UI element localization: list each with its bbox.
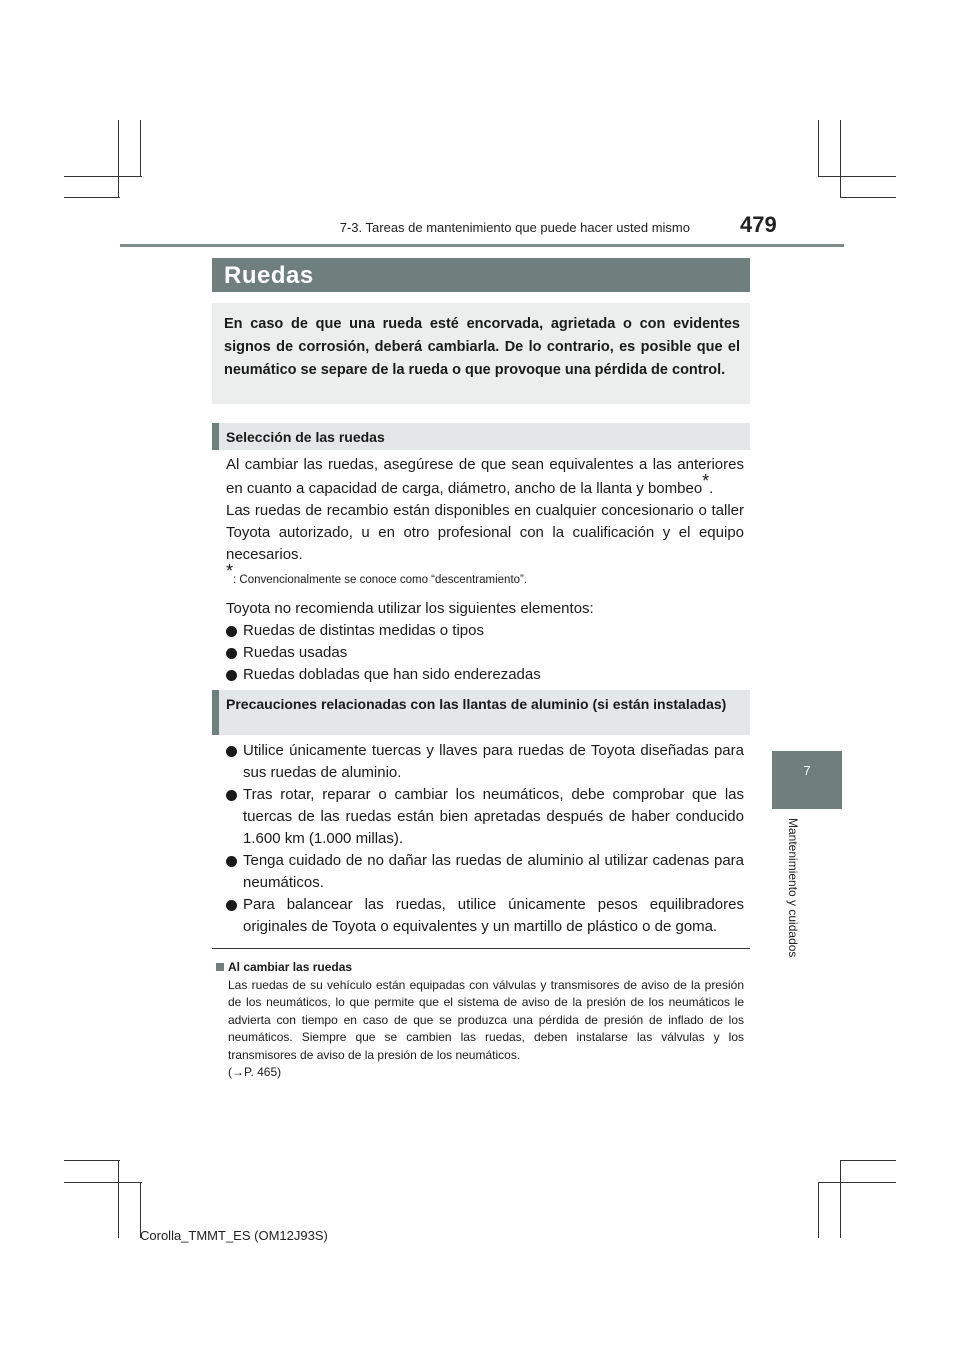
section-header: 7-3. Tareas de mantenimiento que puede hacer usted mismo <box>339 220 690 235</box>
crop-mark <box>840 120 841 198</box>
section-body <box>226 454 744 686</box>
footnote <box>226 561 744 591</box>
bullet-icon <box>226 626 237 637</box>
crop-mark <box>140 120 141 176</box>
list-item-text: Tenga cuidado de no dañar las ruedas de aluminio al utilizar cadenas para neumáticos. <box>243 852 744 891</box>
paragraph-text: Al cambiar las ruedas, asegúrese de que sean equivalentes a las anteriores en cuanto a capacidad de carga, diámetro, ancho de la llanta y bombeo <box>226 456 744 497</box>
header-rule <box>120 244 844 247</box>
page-title-bar <box>212 258 750 292</box>
bullet-icon <box>226 648 237 659</box>
paragraph: Toyota no recomienda utilizar los siguientes elementos: <box>226 600 594 617</box>
crop-mark <box>818 176 896 177</box>
list-item <box>226 664 744 686</box>
intro-text: En caso de que una rueda esté encorvada, agrietada o con evidentes signos de corrosión, deberá cambiarla. De lo contrario, es posible que el neumático se separe de la rueda o que provoque una pérdida de control. <box>224 316 740 378</box>
crop-mark <box>64 1160 120 1161</box>
footnote-marker: * <box>702 471 710 491</box>
crop-mark <box>840 197 896 198</box>
footnote-marker: * <box>226 561 234 581</box>
intro-box <box>212 303 750 404</box>
chapter-label-text: Mantenimiento y cuidados <box>786 818 800 958</box>
paragraph <box>226 454 744 500</box>
list-item-text: Tras rotar, reparar o cambiar los neumáticos, debe comprobar que las tuercas de las ruedas están bien apretadas después de haber conducido 1.600 km (1.000 millas). <box>243 786 744 847</box>
page-title: Ruedas <box>224 262 314 289</box>
paragraph-end: . <box>709 480 714 497</box>
page-reference-link[interactable]: (→P. 465) <box>228 1065 282 1079</box>
chapter-tab <box>772 751 842 809</box>
list-item-text: Para balancear las ruedas, utilice únicamente pesos equilibradores originales de Toyota o equivalentes y un martillo de plástico o de goma. <box>243 896 744 935</box>
list-item-text: Ruedas de distintas medidas o tipos <box>243 622 484 639</box>
list-item-text: Ruedas dobladas que han sido enderezadas <box>243 666 541 683</box>
page-number: 479 <box>740 212 777 237</box>
crop-mark <box>118 120 119 198</box>
crop-mark <box>64 197 120 198</box>
bullet-icon <box>226 900 237 911</box>
crop-mark <box>818 120 819 176</box>
bullet-icon <box>226 746 237 757</box>
info-note-text: Las ruedas de su vehículo están equipadas con válvulas y transmisores de aviso de la presión de los neumáticos, lo que permite que el sistema de aviso de la presión de los neumáticos le advierta con tiempo en caso de que se produzca una pérdida de presión de inflado de los neumáticos. Siempre que se cambien las ruedas, deben instalarse las válvulas y los transmisores de aviso de la presión de los neumáticos. <box>228 977 744 1062</box>
chapter-label <box>786 818 806 978</box>
list-item <box>226 620 744 642</box>
info-note-heading <box>216 959 744 977</box>
list-item <box>226 894 744 938</box>
square-bullet-icon <box>216 963 224 971</box>
list-item <box>226 784 744 850</box>
list-item <box>226 740 744 784</box>
crop-mark <box>118 1160 119 1238</box>
list-item <box>226 642 744 664</box>
list-item-text: Ruedas usadas <box>243 644 348 661</box>
crop-mark <box>818 1182 819 1238</box>
crop-mark <box>64 176 142 177</box>
section-heading <box>212 423 750 450</box>
info-note <box>216 959 744 1082</box>
section-heading-text: Precauciones relacionadas con las llantas de aluminio (si están instaladas) <box>226 696 727 712</box>
list-item-text: Utilice únicamente tuercas y llaves para ruedas de Toyota diseñadas para sus ruedas de aluminio. <box>243 742 744 781</box>
crop-mark <box>818 1182 896 1183</box>
info-note-title: Al cambiar las ruedas <box>228 960 353 974</box>
crop-mark <box>64 1182 142 1183</box>
section-body <box>226 740 744 938</box>
crop-mark <box>840 1160 841 1238</box>
paragraph: Las ruedas de recambio están disponibles en cualquier concesionario o taller Toyota autorizado, u en otro profesional con la cualificación y el equipo necesarios. <box>226 502 744 563</box>
crop-mark <box>840 1160 896 1161</box>
bullet-icon <box>226 856 237 867</box>
chapter-number: 7 <box>803 763 811 778</box>
section-heading-text: Selección de las ruedas <box>226 429 385 445</box>
bullet-icon <box>226 670 237 681</box>
footnote-text: : Convencionalmente se conoce como “descentramiento”. <box>233 574 528 586</box>
section-heading <box>212 690 750 735</box>
footer-code: Corolla_TMMT_ES (OM12J93S) <box>140 1228 328 1243</box>
separator <box>212 948 750 949</box>
list-item <box>226 850 744 894</box>
bullet-icon <box>226 790 237 801</box>
